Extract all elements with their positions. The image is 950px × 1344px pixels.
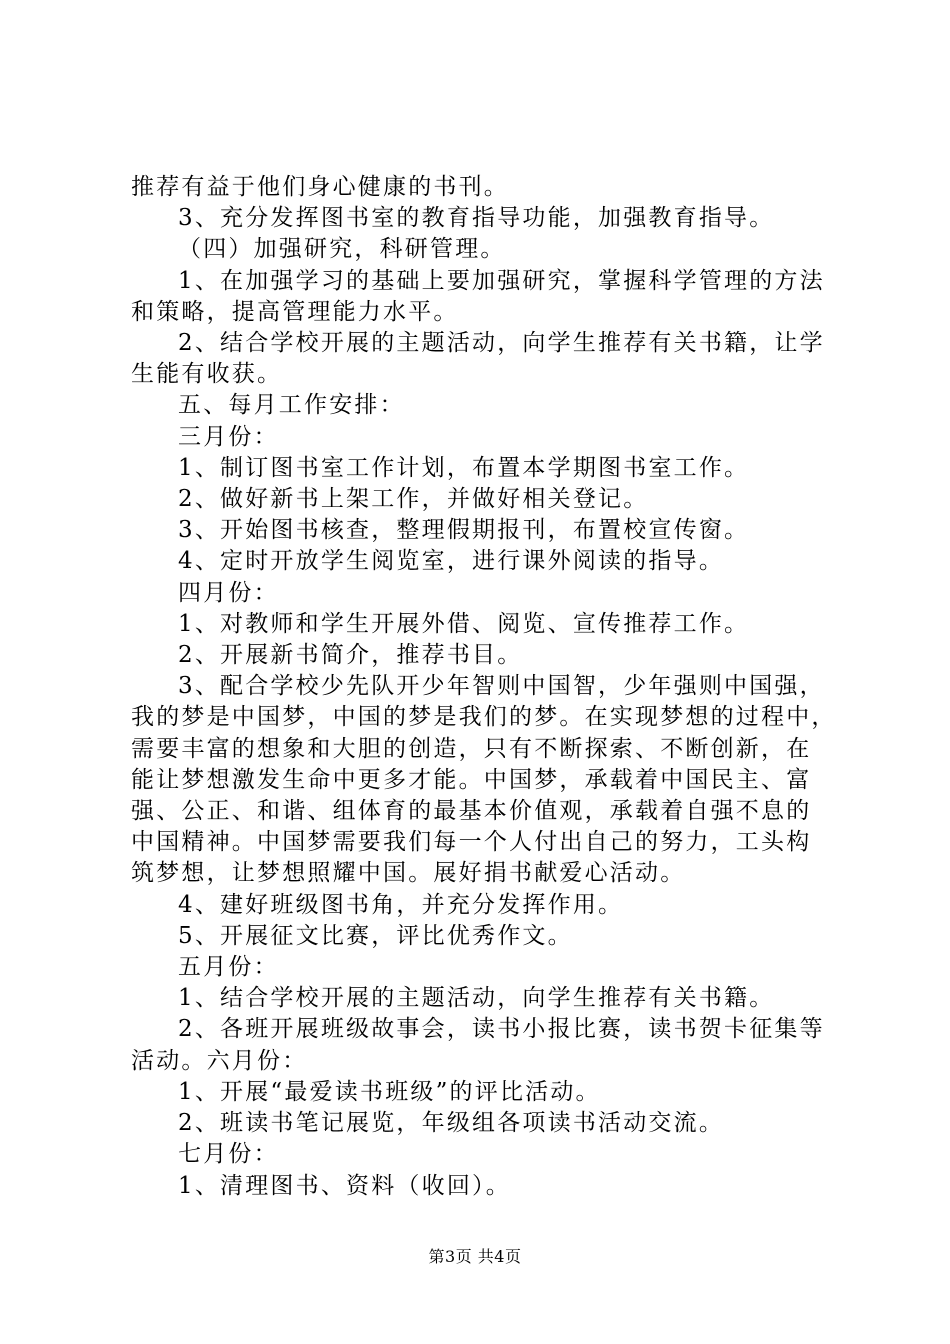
text-line: 我的梦是中国梦，中国的梦是我们的梦。在实现梦想的过程中， <box>131 704 837 731</box>
text-line: 生能有收获。 <box>131 361 283 388</box>
text-line: 1、开展“最爱读书班级”的评比活动。 <box>178 1078 601 1105</box>
text-line: 1、结合学校开展的主题活动，向学生推荐有关书籍。 <box>178 985 775 1012</box>
text-line: 推荐有益于他们身心健康的书刊。 <box>131 174 509 200</box>
text-line: 强、公正、和谐、组体育的最基本价值观，承载着自强不息的 <box>131 798 812 825</box>
text-line: 中国精神。中国梦需要我们每一个人付出自己的努力，工头构 <box>131 829 812 856</box>
text-line: 2、做好新书上架工作，并做好相关登记。 <box>178 486 649 513</box>
text-line: 需要丰富的想象和大胆的创造，只有不断探索、不断创新，在 <box>131 735 812 762</box>
text-line: 能让梦想激发生命中更多才能。中国梦，承载着中国民主、富 <box>131 766 812 793</box>
text-line: 2、班读书笔记展览，年级组各项读书活动交流。 <box>178 1110 725 1137</box>
month-heading: 四月份： <box>178 579 279 606</box>
month-heading: 三月份： <box>178 423 279 450</box>
text-line: 2、各班开展班级故事会，读书小报比赛，读书贺卡征集等 <box>178 1016 825 1043</box>
text-line: 2、开展新书简介，推荐书目。 <box>178 642 523 669</box>
text-line: 4、定时开放学生阅览室，进行课外阅读的指导。 <box>178 548 725 575</box>
section-heading: （四）加强研究，科研管理。 <box>178 236 506 263</box>
text-line: 4、建好班级图书角，并充分发挥作用。 <box>178 891 624 918</box>
text-line: 1、对教师和学生开展外借、阅览、宣传推荐工作。 <box>178 610 750 637</box>
text-line: 3、配合学校少先队开少年智则中国智，少年强则中国强， <box>178 673 825 700</box>
document-body <box>131 172 841 1202</box>
text-line: 和策略，提高管理能力水平。 <box>131 298 459 325</box>
month-heading: 五月份： <box>178 954 279 981</box>
text-line: 1、在加强学习的基础上要加强研究，掌握科学管理的方法 <box>178 267 825 294</box>
text-line: 3、充分发挥图书室的教育指导功能，加强教育指导。 <box>178 205 775 232</box>
month-heading: 七月份： <box>178 1141 279 1168</box>
text-line: 2、结合学校开展的主题活动，向学生推荐有关书籍，让学 <box>178 330 825 357</box>
section-heading: 五、每月工作安排： <box>178 392 405 419</box>
text-line: 筑梦想，让梦想照耀中国。展好捐书献爱心活动。 <box>131 860 686 887</box>
page-number-footer: 第3页 共4页 <box>428 1247 522 1266</box>
text-line: 活动。六月份： <box>131 1047 308 1074</box>
text-line: 1、制订图书室工作计划，布置本学期图书室工作。 <box>178 454 750 481</box>
text-line: 3、开始图书核查，整理假期报刊，布置校宣传窗。 <box>178 517 750 544</box>
text-line: 1、清理图书、资料（收回）。 <box>178 1172 511 1199</box>
text-line: 5、开展征文比赛，评比优秀作文。 <box>178 922 573 949</box>
